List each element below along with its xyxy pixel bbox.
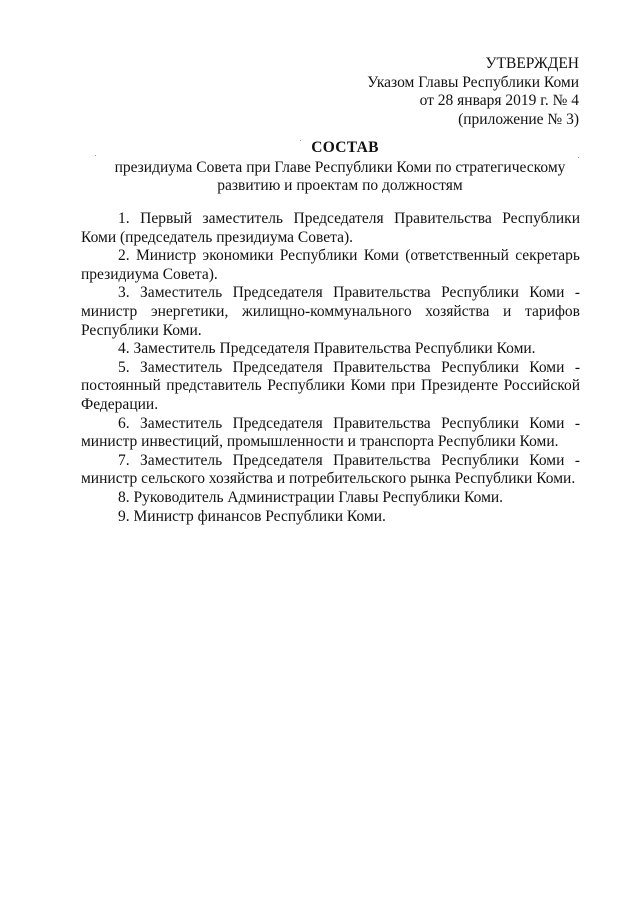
list-item: 6. Заместитель Председателя Правительства Республики Коми - министр инвестиций, промышленности и транспорта Республики Коми. <box>81 414 580 451</box>
scan-speck <box>578 157 579 158</box>
list-item: 1. Первый заместитель Председателя Правительства Республики Коми (председатель президиума Совета). <box>81 210 580 246</box>
composition-list <box>81 210 580 526</box>
approval-date-number: от 28 января 2019 г. № 4 <box>419 92 579 109</box>
scan-speck <box>95 155 96 156</box>
approval-stamp <box>367 55 579 129</box>
document-subtitle: президиума Совета при Главе Республики Коми по стратегическому развитию и проектам по должностям <box>114 159 566 194</box>
list-item: 8. Руководитель Администрации Главы Республики Коми. <box>118 488 504 506</box>
list-item: 2. Министр экономики Республики Коми (ответственный секретарь президиума Совета). <box>81 247 580 283</box>
list-item: 5. Заместитель Председателя Правительства Республики Коми - постоянный представитель Республики Коми при Президенте Российской Федерации. <box>81 358 580 413</box>
list-item: 4. Заместитель Председателя Правительства Республики Коми. <box>118 340 536 358</box>
scan-speck <box>300 140 301 141</box>
list-item: 9. Министр финансов Республики Коми. <box>118 507 386 525</box>
document-title: СОСТАВ <box>311 139 379 156</box>
list-item: 3. Заместитель Председателя Правительства Республики Коми - министр энергетики, жилищно-коммунального хозяйства и тарифов Республики Коми. <box>81 284 580 339</box>
list-item: 7. Заместитель Председателя Правительства Республики Коми - министр сельского хозяйства и потребительского рынка Республики Коми. <box>81 451 580 488</box>
approval-status: УТВЕРЖДЕН <box>485 55 579 72</box>
approval-appendix: (приложение № 3) <box>458 110 579 128</box>
approval-decree: Указом Главы Республики Коми <box>367 73 579 91</box>
